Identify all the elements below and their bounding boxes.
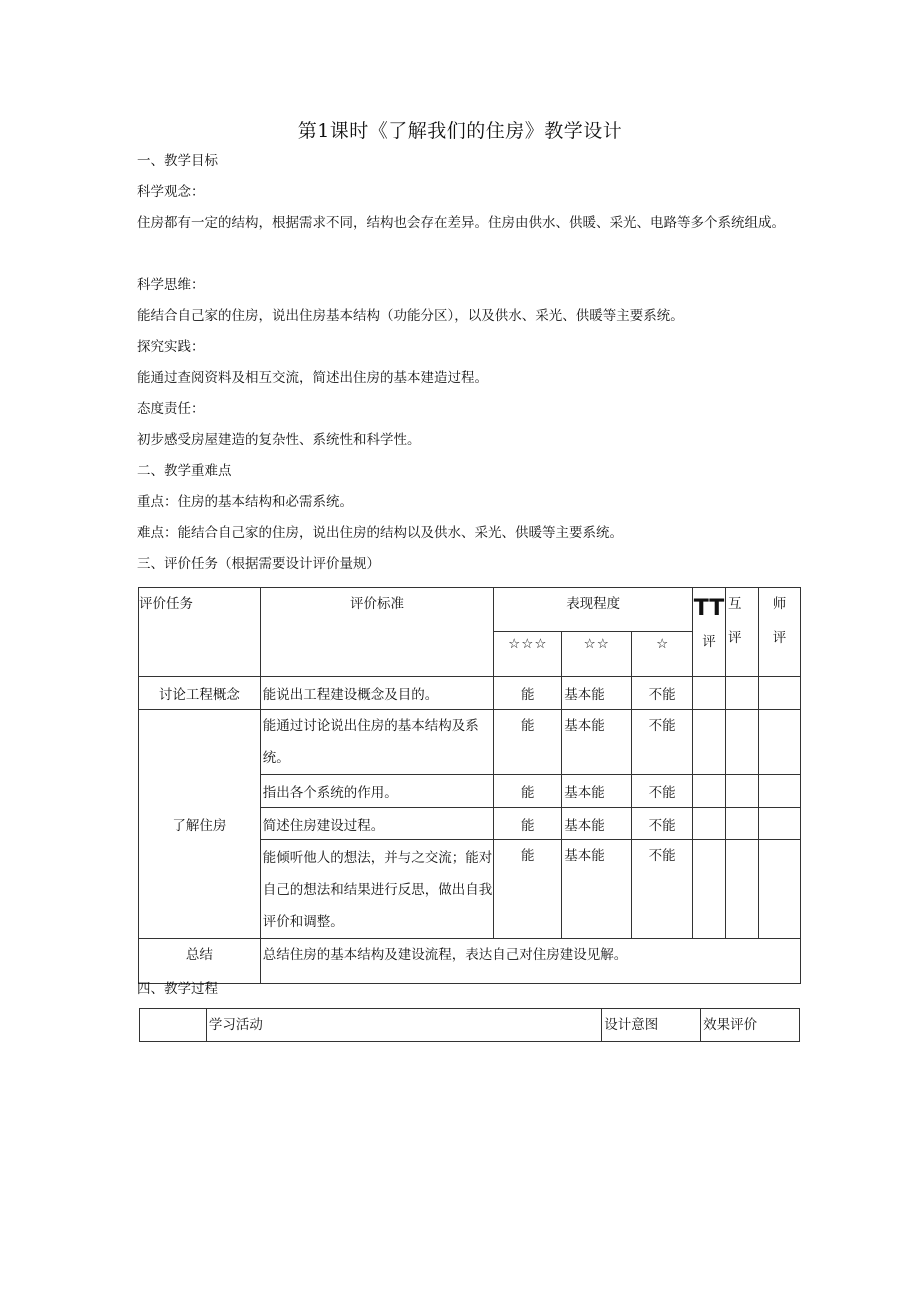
header-peer-eval-top: 互: [728, 596, 742, 612]
row-criteria: 能说出工程建设概念及目的。: [260, 677, 494, 710]
header-stars-2: ☆☆: [562, 632, 632, 677]
table-row: [139, 710, 801, 775]
header-self-eval: [693, 588, 726, 677]
process-header-activity: 学习活动: [206, 1009, 601, 1042]
concept-label: 科学观念：: [137, 184, 205, 200]
row-task: 讨论工程概念: [139, 677, 261, 710]
row-peer-cell: [726, 808, 759, 840]
row-peer-cell: [726, 775, 759, 808]
process-header-effect: 效果评价: [701, 1009, 800, 1042]
row-self-cell: [693, 710, 726, 775]
row-teacher-cell: [759, 677, 801, 710]
row-peer-cell: [726, 840, 759, 939]
header-level: [494, 588, 693, 632]
row-level-1: 不能: [632, 808, 693, 840]
row-level-1: 不能: [632, 775, 693, 808]
header-stars-3: ☆☆☆: [494, 632, 562, 677]
row-level-3: 能: [494, 710, 562, 775]
header-level-text: 表现程度: [566, 596, 621, 612]
practice-label: 探究实践：: [137, 339, 205, 355]
header-criteria-text: 评价标准: [350, 596, 405, 612]
row-level-1: 不能: [632, 710, 693, 775]
evaluation-table: [138, 587, 801, 984]
row-level-3: 能: [494, 775, 562, 808]
row-criteria: 指出各个系统的作用。: [260, 775, 494, 808]
summary-text: 总结住房的基本结构及建设流程，表达自己对住房建设见解。: [260, 939, 800, 984]
row-level-3: 能: [494, 808, 562, 840]
process-table: [139, 1008, 800, 1042]
row-peer-cell: [726, 710, 759, 775]
row-self-cell: [693, 808, 726, 840]
difficult-point-text: 难点：能结合自己家的住房，说出住房的结构以及供水、采光、供暖等主要系统。: [137, 525, 623, 541]
header-task: [139, 588, 261, 677]
section-heading-process: 四、教学过程: [137, 981, 218, 997]
header-teacher-eval-top: 师: [772, 596, 787, 612]
header-self-eval-top: TT: [693, 596, 725, 621]
row-level-2: 基本能: [562, 840, 632, 939]
process-header-intent: 设计意图: [602, 1009, 701, 1042]
row-task: 了解住房: [139, 710, 261, 939]
section-heading-eval-task: 三、评价任务（根据需要设计评价量规）: [137, 556, 380, 572]
practice-text: 能通过查阅资料及相互交流，简述出住房的基本建造过程。: [137, 370, 488, 386]
row-level-2: 基本能: [562, 775, 632, 808]
row-level-1: 不能: [632, 677, 693, 710]
row-self-cell: [693, 775, 726, 808]
row-level-3: 能: [494, 840, 562, 939]
header-peer-eval-bottom: 评: [728, 630, 742, 646]
thinking-text: 能结合自己家的住房，说出住房基本结构（功能分区），以及供水、采光、供暖等主要系统。: [137, 308, 684, 324]
attitude-label: 态度责任：: [137, 401, 205, 417]
section-heading-key-points: 二、教学重难点: [137, 463, 232, 479]
header-peer-eval: [726, 588, 759, 677]
header-stars-1: ☆: [632, 632, 693, 677]
concept-text: 住房都有一定的结构，根据需求不同，结构也会存在差异。住房由供水、供暖、采光、电路等多个系统组成。: [137, 215, 785, 231]
header-teacher-eval-bottom: 评: [772, 630, 787, 646]
header-self-eval-bottom: 评: [702, 634, 716, 650]
row-teacher-cell: [759, 775, 801, 808]
row-teacher-cell: [759, 808, 801, 840]
row-level-3: 能: [494, 677, 562, 710]
row-level-2: 基本能: [562, 677, 632, 710]
row-criteria: 简述住房建设过程。: [260, 808, 494, 840]
attitude-text: 初步感受房屋建造的复杂性、系统性和科学性。: [137, 432, 421, 448]
section-heading-goals: 一、教学目标: [137, 153, 218, 169]
header-teacher-eval: [759, 588, 801, 677]
row-peer-cell: [726, 677, 759, 710]
summary-task: 总结: [139, 939, 261, 984]
header-criteria: [260, 588, 494, 677]
row-level-2: 基本能: [562, 808, 632, 840]
thinking-label: 科学思维：: [137, 277, 205, 293]
row-criteria: 能倾听他人的想法，并与之交流；能对自己的想法和结果进行反思，做出自我评价和调整。: [260, 840, 494, 939]
table-row: [139, 677, 801, 710]
process-blank-cell: [140, 1009, 207, 1042]
row-teacher-cell: [759, 840, 801, 939]
page-title: 第1课时《了解我们的住房》教学设计: [297, 120, 623, 142]
row-level-2: 基本能: [562, 710, 632, 775]
header-task-text: 评价任务: [139, 596, 193, 612]
row-teacher-cell: [759, 710, 801, 775]
key-point-text: 重点：住房的基本结构和必需系统。: [137, 494, 353, 510]
row-level-1: 不能: [632, 840, 693, 939]
row-self-cell: [693, 677, 726, 710]
row-self-cell: [693, 840, 726, 939]
row-criteria: 能通过讨论说出住房的基本结构及系统。: [260, 710, 494, 775]
